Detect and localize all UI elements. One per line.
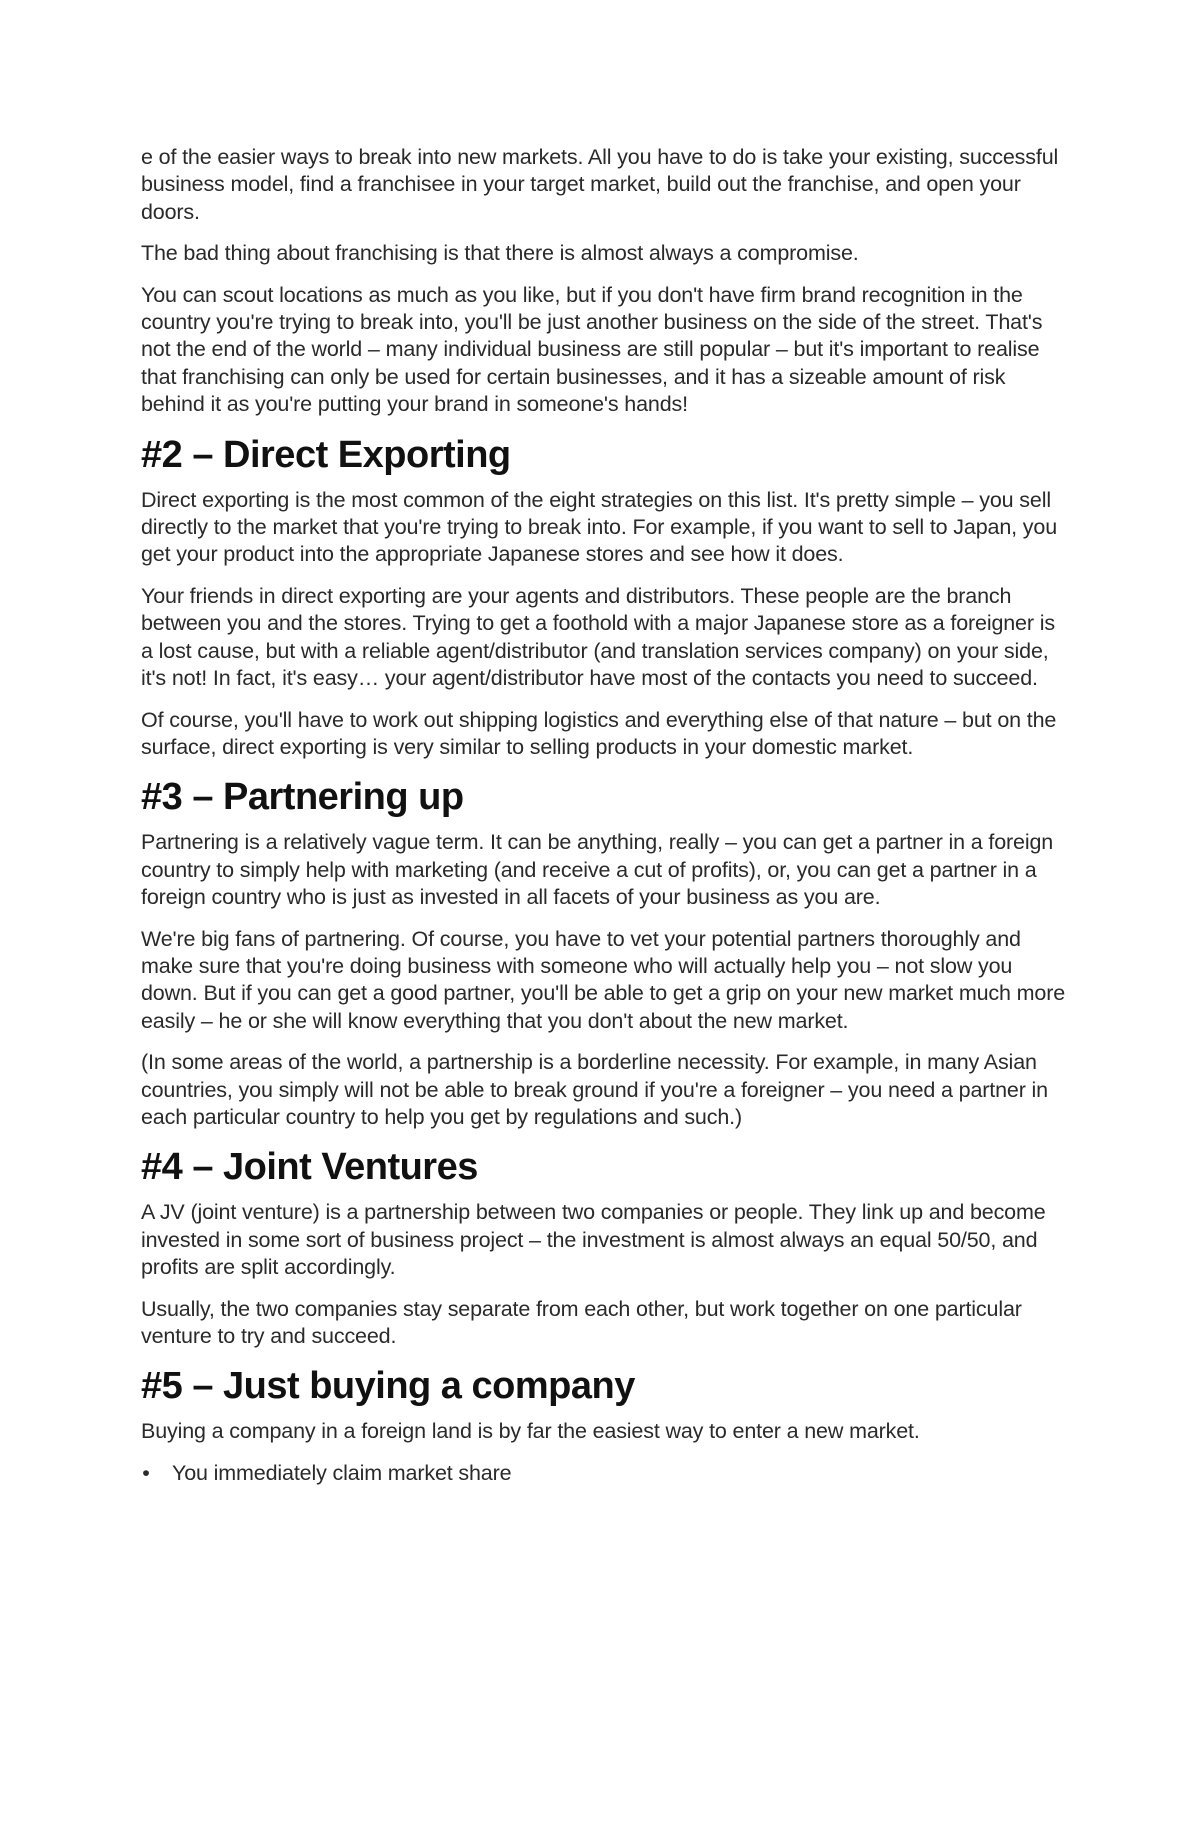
partnering-paragraph-3: (In some areas of the world, a partnership is a borderline necessity. For example, in many Asian countries, you simply will not be able to break ground if you're a foreigner – you need a partner in each particular country to help you get by regulations and such.) [141,1050,1048,1129]
buying-company-bullet-list [141,1460,1071,1487]
intro-paragraph-2: The bad thing about franchising is that there is almost always a compromise. [141,241,859,266]
section-heading-joint-ventures: #4 – Joint Ventures [141,1146,478,1189]
joint-ventures-paragraph-1: A JV (joint venture) is a partnership between two companies or people. They link up and become invested in some sort of business project – the investment is almost always an equal 50/50, and profits are split accordingly. [141,1200,1046,1280]
section-heading-buying-company: #5 – Just buying a company [141,1365,635,1408]
bullet-icon: • [142,1460,150,1485]
joint-ventures-paragraph-2: Usually, the two companies stay separate from each other, but work together on one particular venture to try and succeed. [141,1296,1022,1348]
intro-paragraph-3: You can scout locations as much as you like, but if you don't have firm brand recognition in the country you're trying to break into, you'll be just another business on the side of the street. That's not the end of the world – many individual business are still popular – but it's important to realise that franchising can only be used for certain businesses, and it has a sizeable amount of risk behind it as you're putting your brand in someone's hands! [141,282,1043,417]
section-heading-direct-exporting: #2 – Direct Exporting [141,433,511,476]
document-body [141,144,1071,1487]
list-item [141,1460,1071,1487]
list-item-text: You immediately claim market share [172,1460,512,1485]
intro-paragraph-1: e of the easier ways to break into new markets. All you have to do is take your existing, successful business model, find a franchisee in your target market, build out the franchise, and open your doors. [141,145,1059,224]
partnering-paragraph-2: We're big fans of partnering. Of course, you have to vet your potential partners thoroughly and make sure that you're doing business with someone who will actually help you – not slow you down. But if you can get a good partner, you'll be able to get a grip on your new market much more easily – he or she will know everything that you don't about the new market. [141,926,1066,1033]
direct-exporting-paragraph-1: Direct exporting is the most common of the eight strategies on this list. It's pretty simple – you sell directly to the market that you're trying to break into. For example, if you want to sell to Japan, you get your product into the appropriate Japanese stores and see how it does. [141,487,1058,567]
direct-exporting-paragraph-2: Your friends in direct exporting are your agents and distributors. These people are the branch between you and the stores. Trying to get a foothold with a major Japanese store as a foreigner is a lost cause, but with a reliable agent/distributor (and translation services company) on your side, it's not! In fact, it's easy… your agent/distributor have most of the contacts you need to succeed. [141,583,1055,691]
buying-company-paragraph-1: Buying a company in a foreign land is by far the easiest way to enter a new market. [141,1419,920,1444]
partnering-paragraph-1: Partnering is a relatively vague term. It can be anything, really – you can get a partner in a foreign country to simply help with marketing (and receive a cut of profits), or, you can get a partner in a foreign country who is just as invested in all facets of your business as you are. [141,830,1054,910]
section-heading-partnering-up: #3 – Partnering up [141,776,464,819]
direct-exporting-paragraph-3: Of course, you'll have to work out shipping logistics and everything else of that nature – but on the surface, direct exporting is very similar to selling products in your domestic market. [141,707,1057,759]
